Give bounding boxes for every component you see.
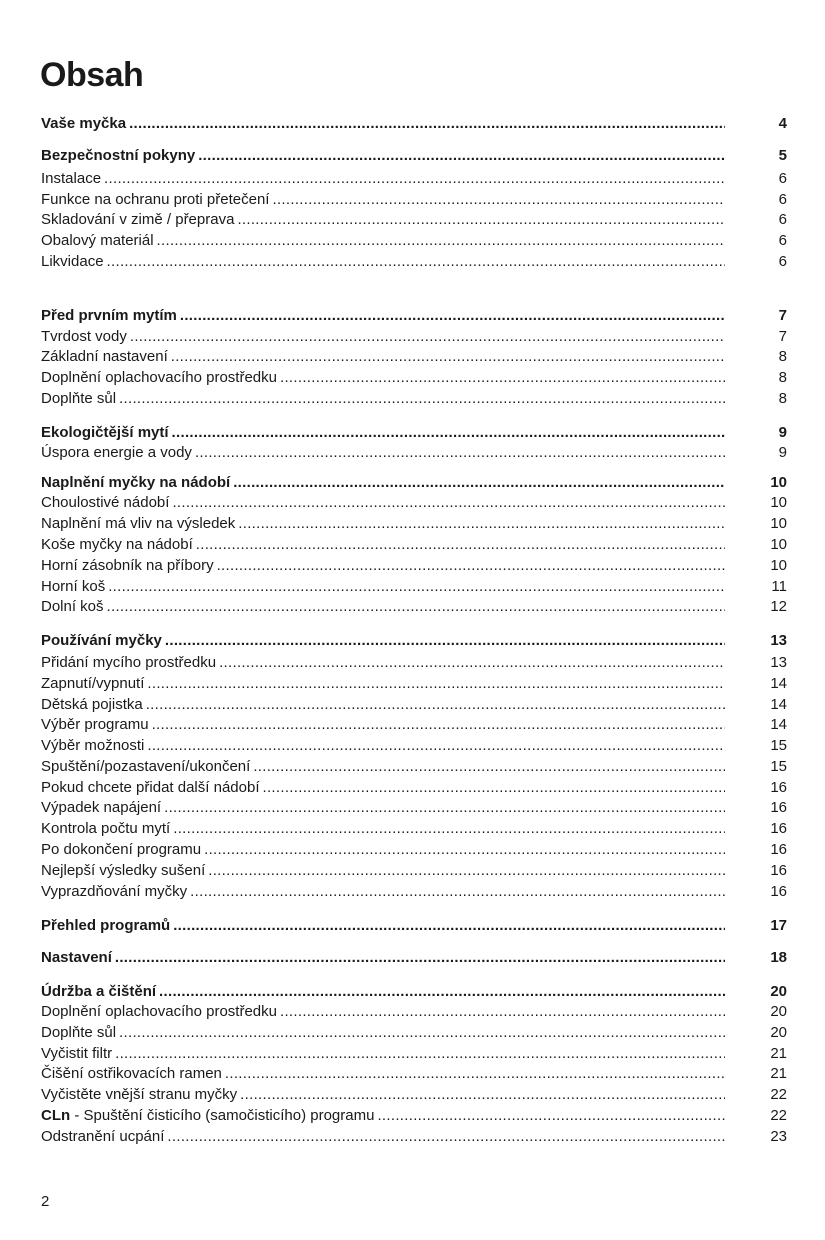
toc-entry-page: 6 bbox=[778, 253, 787, 270]
toc-entry-label: Výpadek napájení bbox=[41, 799, 162, 816]
toc-entry-label: Výběr programu bbox=[41, 716, 149, 733]
toc-entry-page: 8 bbox=[778, 390, 787, 407]
toc-entry-label: - Spuštění čisticího (samočisticího) programu bbox=[74, 1107, 375, 1124]
toc-entry-page: 16 bbox=[770, 820, 787, 837]
toc-entry-label: Naplnění myčky na nádobí bbox=[41, 474, 231, 491]
dot-leader bbox=[119, 1023, 725, 1043]
toc-entry[interactable] bbox=[41, 674, 787, 694]
toc-entry-label: Vaše myčka bbox=[41, 115, 127, 132]
toc-entry[interactable] bbox=[41, 778, 787, 798]
dot-leader bbox=[173, 916, 725, 936]
toc-entry[interactable] bbox=[41, 1064, 787, 1084]
toc-entry-label: Dětská pojistka bbox=[41, 696, 143, 713]
toc-entry-label: Před prvním mytím bbox=[41, 307, 177, 324]
toc-entry-label: Choulostivé nádobí bbox=[41, 494, 170, 511]
toc-entry-label: Spuštění/pozastavení/ukončení bbox=[41, 758, 251, 775]
toc-entry[interactable] bbox=[41, 389, 787, 409]
toc-entry[interactable] bbox=[41, 347, 787, 367]
toc-entry-page: 16 bbox=[770, 883, 787, 900]
toc-entry-page: 22 bbox=[770, 1107, 787, 1124]
toc-entry-label: Likvidace bbox=[41, 253, 104, 270]
toc-entry-page: 20 bbox=[770, 1003, 787, 1020]
toc-entry-page: 10 bbox=[770, 536, 787, 553]
toc-entry[interactable] bbox=[41, 231, 787, 251]
dot-leader bbox=[180, 306, 725, 326]
dot-leader bbox=[171, 347, 725, 367]
dot-leader bbox=[225, 1064, 725, 1084]
dot-leader bbox=[262, 778, 725, 798]
toc-entry-page: 5 bbox=[778, 147, 787, 164]
toc-entry-page: 20 bbox=[770, 1024, 787, 1041]
toc-entry-label: Tvrdost vody bbox=[41, 328, 127, 345]
toc-entry-label: Doplnění oplachovacího prostředku bbox=[41, 369, 277, 386]
toc-entry-page: 15 bbox=[770, 758, 787, 775]
toc-entry-page: 10 bbox=[770, 494, 787, 511]
toc-entry-page: 12 bbox=[770, 598, 787, 615]
toc-entry-label: Nejlepší výsledky sušení bbox=[41, 862, 206, 879]
toc-entry-label: Koše myčky na nádobí bbox=[41, 536, 193, 553]
toc-entry[interactable] bbox=[41, 819, 787, 839]
toc-entry[interactable] bbox=[41, 368, 787, 388]
dot-leader bbox=[280, 1002, 725, 1022]
toc-entry[interactable] bbox=[41, 916, 787, 936]
toc-entry-label: Naplnění má vliv na výsledek bbox=[41, 515, 236, 532]
toc-entry-page: 8 bbox=[778, 348, 787, 365]
toc-entry-page: 18 bbox=[770, 949, 787, 966]
dot-leader bbox=[172, 423, 725, 443]
toc-entry[interactable] bbox=[41, 114, 787, 134]
toc-entry-page: 16 bbox=[770, 862, 787, 879]
toc-entry[interactable] bbox=[41, 190, 787, 210]
dot-leader bbox=[195, 443, 725, 463]
dot-leader bbox=[217, 556, 725, 576]
toc-entry-page: 13 bbox=[770, 632, 787, 649]
toc-entry-page: 16 bbox=[770, 799, 787, 816]
toc-entry[interactable] bbox=[41, 556, 787, 576]
toc-entry-page: 14 bbox=[770, 675, 787, 692]
dot-leader bbox=[172, 493, 725, 513]
toc-entry-label: Vyčistěte vnější stranu myčky bbox=[41, 1086, 238, 1103]
dot-leader bbox=[107, 597, 725, 617]
toc-entry[interactable] bbox=[41, 861, 787, 881]
dot-leader bbox=[147, 736, 725, 756]
dot-leader bbox=[233, 473, 725, 493]
toc-entry-label: Nastavení bbox=[41, 949, 112, 966]
toc-entry-label: Ekologičtější mytí bbox=[41, 424, 169, 441]
dot-leader bbox=[115, 1044, 725, 1064]
toc-entry-page: 6 bbox=[778, 170, 787, 187]
dot-leader bbox=[129, 114, 725, 134]
toc-entry-label: Používání myčky bbox=[41, 632, 162, 649]
toc-entry-page: 22 bbox=[770, 1086, 787, 1103]
dot-leader bbox=[165, 631, 725, 651]
toc-entry[interactable] bbox=[41, 169, 787, 189]
toc-entry-page: 10 bbox=[770, 515, 787, 532]
toc-entry[interactable] bbox=[41, 653, 787, 673]
toc-entry-page: 7 bbox=[778, 328, 787, 345]
toc-entry[interactable] bbox=[41, 443, 787, 463]
toc-entry-page: 9 bbox=[778, 444, 787, 461]
dot-leader bbox=[237, 210, 725, 230]
toc-entry-page: 16 bbox=[770, 779, 787, 796]
toc-entry[interactable] bbox=[41, 631, 787, 651]
toc-entry[interactable] bbox=[41, 306, 787, 326]
toc-entry-label: Skladování v zimě / přeprava bbox=[41, 211, 235, 228]
toc-entry[interactable] bbox=[41, 535, 787, 555]
toc-entry[interactable] bbox=[41, 982, 787, 1002]
toc-entry-page: 17 bbox=[770, 917, 787, 934]
dot-leader bbox=[196, 535, 725, 555]
toc-entry[interactable] bbox=[41, 1023, 787, 1043]
toc-entry-page: 6 bbox=[778, 232, 787, 249]
toc-entry-label: Po dokončení programu bbox=[41, 841, 202, 858]
toc-entry[interactable] bbox=[41, 757, 787, 777]
dot-leader bbox=[108, 577, 725, 597]
toc-entry[interactable] bbox=[41, 1085, 787, 1105]
toc-entry[interactable] bbox=[41, 252, 787, 272]
dot-leader bbox=[253, 757, 725, 777]
toc-entry[interactable] bbox=[41, 514, 787, 534]
toc-entry[interactable] bbox=[41, 327, 787, 347]
toc-entry[interactable] bbox=[41, 473, 787, 493]
toc-entry-label: Horní koš bbox=[41, 578, 106, 595]
toc-entry-label: Kontrola počtu mytí bbox=[41, 820, 171, 837]
dot-leader bbox=[167, 1127, 725, 1147]
toc-entry[interactable] bbox=[41, 1127, 787, 1147]
toc-entry[interactable] bbox=[41, 695, 787, 715]
toc-entry-page: 11 bbox=[771, 578, 787, 595]
toc-entry-label: Funkce na ochranu proti přetečení bbox=[41, 191, 270, 208]
toc-entry-page: 13 bbox=[770, 654, 787, 671]
dot-leader bbox=[147, 674, 725, 694]
toc-entry-label: Zapnutí/vypnutí bbox=[41, 675, 145, 692]
dot-leader bbox=[190, 882, 725, 902]
toc-entry-label: Vyprazdňování myčky bbox=[41, 883, 188, 900]
dot-leader bbox=[204, 840, 725, 860]
toc-entry-page: 10 bbox=[770, 557, 787, 574]
dot-leader bbox=[377, 1106, 725, 1126]
toc-entry[interactable] bbox=[41, 1002, 787, 1022]
dot-leader bbox=[208, 861, 725, 881]
toc-entry-label: Čišění ostřikovacích ramen bbox=[41, 1065, 222, 1082]
toc-entry[interactable] bbox=[41, 798, 787, 818]
toc-entry-page: 15 bbox=[770, 737, 787, 754]
dot-leader bbox=[119, 389, 725, 409]
toc-entry[interactable] bbox=[41, 948, 787, 968]
dot-leader bbox=[130, 327, 725, 347]
toc-entry-label: Přidání mycího prostředku bbox=[41, 654, 217, 671]
toc-entry[interactable] bbox=[41, 423, 787, 443]
dot-leader bbox=[198, 146, 725, 166]
toc-entry-label: Doplňte sůl bbox=[41, 1024, 117, 1041]
dot-leader bbox=[107, 252, 725, 272]
toc-entry-label: Bezpečnostní pokyny bbox=[41, 147, 196, 164]
toc-entry[interactable] bbox=[41, 1106, 787, 1126]
dot-leader bbox=[164, 798, 725, 818]
toc-entry-label: Obalový materiál bbox=[41, 232, 154, 249]
toc-entry[interactable] bbox=[41, 577, 787, 597]
toc-entry[interactable] bbox=[41, 493, 787, 513]
toc-entry-label: Přehled programů bbox=[41, 917, 171, 934]
toc-entry-label: Instalace bbox=[41, 170, 102, 187]
toc-entry-prefix: CLn bbox=[41, 1107, 71, 1124]
dot-leader bbox=[219, 653, 725, 673]
toc-entry-page: 6 bbox=[778, 211, 787, 228]
toc-entry-page: 21 bbox=[770, 1045, 787, 1062]
toc-entry-page: 20 bbox=[770, 983, 787, 1000]
toc-entry[interactable] bbox=[41, 736, 787, 756]
toc-entry-page: 6 bbox=[778, 191, 787, 208]
toc-entry-label: Vyčistit filtr bbox=[41, 1045, 113, 1062]
dot-leader bbox=[240, 1085, 725, 1105]
toc-entry-page: 10 bbox=[770, 474, 787, 491]
toc-entry-label: Horní zásobník na příbory bbox=[41, 557, 214, 574]
toc-entry-page: 7 bbox=[778, 307, 787, 324]
toc-entry-page: 16 bbox=[770, 841, 787, 858]
dot-leader bbox=[104, 169, 725, 189]
toc-entry[interactable] bbox=[41, 146, 787, 166]
toc-entry-page: 9 bbox=[778, 424, 787, 441]
dot-leader bbox=[159, 982, 725, 1002]
dot-leader bbox=[272, 190, 725, 210]
toc-entry[interactable] bbox=[41, 882, 787, 902]
toc-entry-label: Úspora energie a vody bbox=[41, 444, 192, 461]
page-number: 2 bbox=[41, 1193, 50, 1210]
toc-entry[interactable] bbox=[41, 840, 787, 860]
dot-leader bbox=[157, 231, 725, 251]
toc-entry[interactable] bbox=[41, 1044, 787, 1064]
toc-entry[interactable] bbox=[41, 210, 787, 230]
toc-entry-label: Údržba a čištění bbox=[41, 983, 157, 1000]
toc-entry-label: Pokud chcete přidat další nádobí bbox=[41, 779, 260, 796]
page-title: Obsah bbox=[40, 56, 144, 94]
dot-leader bbox=[146, 695, 725, 715]
dot-leader bbox=[280, 368, 725, 388]
toc-entry-page: 8 bbox=[778, 369, 787, 386]
toc-entry-label: Doplňte sůl bbox=[41, 390, 117, 407]
dot-leader bbox=[173, 819, 725, 839]
toc-entry-label: Výběr možnosti bbox=[41, 737, 145, 754]
toc-entry-label: Dolní koš bbox=[41, 598, 104, 615]
dot-leader bbox=[238, 514, 725, 534]
toc-entry-label: Doplnění oplachovacího prostředku bbox=[41, 1003, 277, 1020]
toc-entry-page: 23 bbox=[770, 1128, 787, 1145]
toc-entry-page: 14 bbox=[770, 716, 787, 733]
toc-entry[interactable] bbox=[41, 597, 787, 617]
dot-leader bbox=[115, 948, 725, 968]
toc-entry[interactable] bbox=[41, 715, 787, 735]
toc-entry-page: 21 bbox=[770, 1065, 787, 1082]
toc-entry-page: 14 bbox=[770, 696, 787, 713]
toc-entry-page: 4 bbox=[778, 115, 787, 132]
dot-leader bbox=[152, 715, 725, 735]
toc-entry-label: Odstranění ucpání bbox=[41, 1128, 165, 1145]
toc-entry-label: Základní nastavení bbox=[41, 348, 168, 365]
